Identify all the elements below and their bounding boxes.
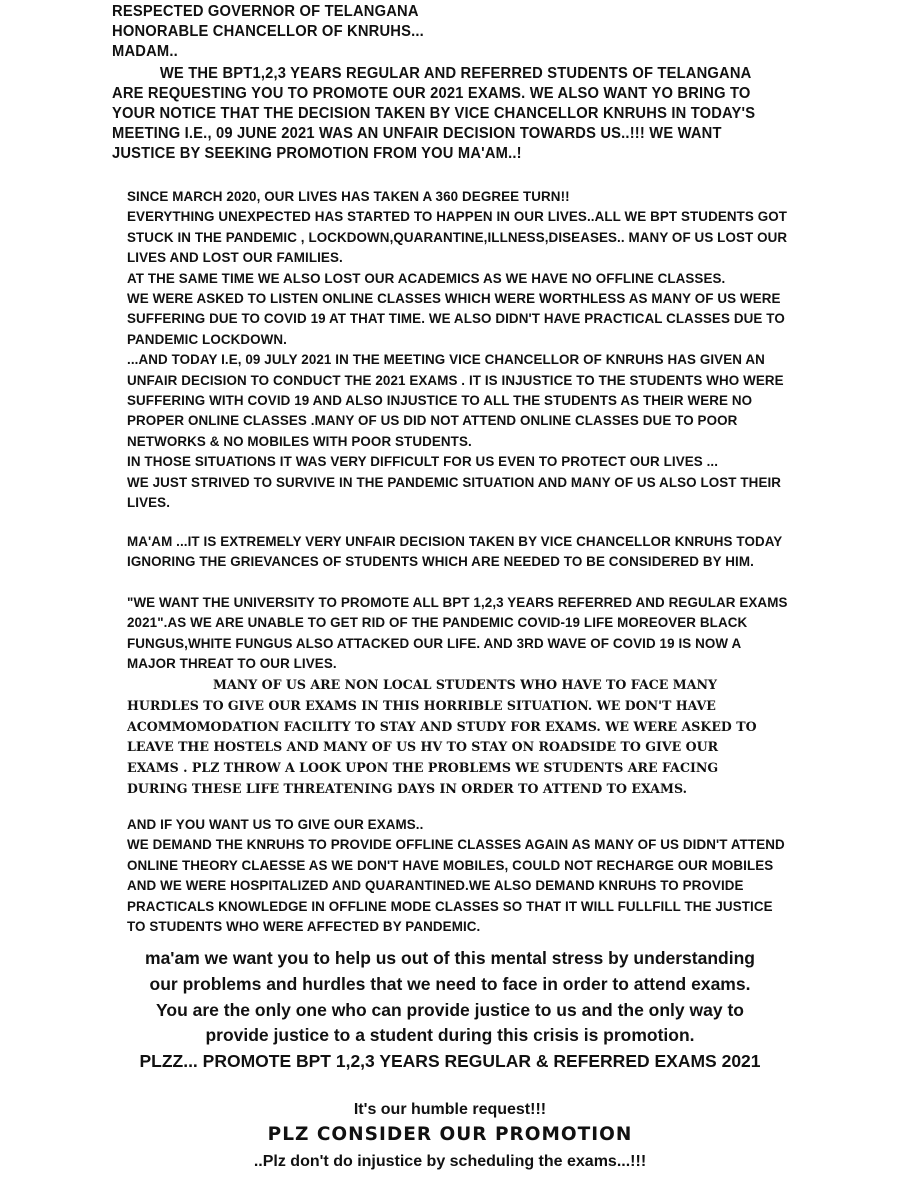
closing-line-5: PLZZ... PROMOTE BPT 1,2,3 YEARS REGULAR & REFERRED EXAMS 2021 <box>139 1051 761 1072</box>
paragraph-offline-classes: WE DEMAND THE KNRUHS TO PROVIDE OFFLINE CLASSES AGAIN AS MANY OF US DIDN'T ATTEND ONLINE THEORY CLAESSE AS WE DON'T HAVE MOBILES, COULD NOT RECHARGE OUR MOBILES AND WE WERE HOSPITALIZED AND QUARANTINED.WE ALSO DEMAND KNRUHS TO PROVIDE PRACTICALS KNOWLEDGE IN OFFLINE MODE CLASSES SO THAT IT WILL FULLFILL THE JUSTICE TO STUDENTS WHO WERE AFFECTED BY PANDEMIC. <box>127 837 785 935</box>
paragraph-hurdles: MANY OF US ARE NON LOCAL STUDENTS WHO HAVE TO FACE MANY HURDLES TO GIVE OUR EXAMS IN THIS HORRIBLE SITUATION. WE DON'T HAVE ACOMMOMODATION FACILITY TO STAY AND STUDY FOR EXAMS. WE WERE ASKED TO LEAVE THE HOSTELS AND MANY OF US HV TO STAY ON ROADSIDE TO GIVE OUR EXAMS . PLZ THROW A LOOK UPON THE PROBLEMS WE STUDENTS ARE FACING DURING THESE LIFE THREATENING DAYS IN ORDER TO ATTEND TO EXAMS. <box>127 677 757 796</box>
paragraph-360-turn: SINCE MARCH 2020, OUR LIVES HAS TAKEN A 360 DEGREE TURN!! <box>127 189 570 204</box>
intro-text: WE THE BPT1,2,3 YEARS REGULAR AND REFERRED STUDENTS OF TELANGANA ARE REQUESTING YOU TO PROMOTE OUR 2021 EXAMS. WE ALSO WANT YO BRING TO YOUR NOTICE THAT THE DECISION TAKEN BY VICE CHANCELLOR KNRUHS IN TODAY'S MEETING I.E., 09 JUNE 2021 WAS AN UNFAIR DECISION TOWARDS US..!!! WE WANT JUSTICE BY SEEKING PROMOTION FROM YOU MA'AM..! <box>112 65 756 162</box>
humble-request: It's our humble request!!! <box>353 1101 547 1118</box>
closing-line-1: ma'am we want you to help us out of this mental stress by understanding <box>145 948 755 968</box>
letter-header <box>112 2 756 164</box>
paragraph-promotion-demand: "WE WANT THE UNIVERSITY TO PROMOTE ALL BPT 1,2,3 YEARS REFERRED AND REGULAR EXAMS 2021".AS WE ARE UNABLE TO GET RID OF THE PANDEMIC COVID-19 LIFE MOREOVER BLACK FUNGUS,WHITE FUNGUS ALSO ATTACKED OUR LIFE. AND 3RD WAVE OF COVID 19 IS NOW A MAJOR THREAT TO OUR LIVES. <box>127 595 788 672</box>
salutation: MADAM.. <box>112 43 178 60</box>
paragraph-grievance: MA'AM ...IT IS EXTREMELY VERY UNFAIR DECISION TAKEN BY VICE CHANCELLOR KNRUHS TODAY IGNORING THE GRIEVANCES OF STUDENTS WHICH ARE NEEDED TO BE CONSIDERED BY HIM. <box>127 534 783 570</box>
paragraph-survive: WE JUST STRIVED TO SURVIVE IN THE PANDEMIC SITUATION AND MANY OF US ALSO LOST THEIR LIVES. <box>127 474 782 511</box>
closing-appeal <box>0 946 900 1075</box>
section-offline-demand <box>127 815 792 937</box>
section-pandemic-impact <box>127 187 792 514</box>
intro-paragraph <box>112 64 765 164</box>
paragraph-unexpected: EVERYTHING UNEXPECTED HAS STARTED TO HAPPEN IN OUR LIVES..ALL WE BPT STUDENTS GOT STUCK IN THE PANDEMIC , LOCKDOWN,QUARANTINE,ILLNESS,DISEASES.. MANY OF US LOST OUR LIVES AND LOST OUR FAMILIES. <box>127 209 788 266</box>
paragraph-protect-lives: IN THOSE SITUATIONS IT WAS VERY DIFFICULT FOR US EVEN TO PROTECT OUR LIVES ... <box>127 454 719 470</box>
section-demand-promotion <box>127 593 792 675</box>
addressee-governor: RESPECTED GOVERNOR OF TELANGANA <box>112 3 419 20</box>
closing-line-4: provide justice to a student during this crisis is promotion. <box>205 1025 695 1046</box>
promotion-banner: PLZ CONSIDER OUR PROMOTION <box>267 1124 633 1145</box>
injustice-plea: ..Plz don't do injustice by scheduling the exams...!!! <box>253 1153 647 1170</box>
section-grievance <box>127 532 792 573</box>
addressee-chancellor: HONORABLE CHANCELLOR OF KNRUHS... <box>112 23 424 40</box>
paragraph-lost-academics: AT THE SAME TIME WE ALSO LOST OUR ACADEMICS AS WE HAVE NO OFFLINE CLASSES. <box>127 270 726 286</box>
paragraph-if-exams: AND IF YOU WANT US TO GIVE OUR EXAMS.. <box>127 817 424 832</box>
paragraph-online-classes: WE WERE ASKED TO LISTEN ONLINE CLASSES WHICH WERE WORTHLESS AS MANY OF US WERE SUFFERING DUE TO COVID 19 AT THAT TIME. WE ALSO DIDN'T HAVE PRACTICAL CLASSES DUE TO PANDEMIC LOCKDOWN. <box>127 291 785 347</box>
section-hurdles <box>127 675 767 800</box>
closing-line-2: our problems and hurdles that we need to face in order to attend exams. <box>149 973 751 994</box>
paragraph-unfair-decision: ...AND TODAY I.E, 09 JULY 2021 IN THE MEETING VICE CHANCELLOR OF KNRUHS HAS GIVEN AN UNFAIR DECISION TO CONDUCT THE 2021 EXAMS . IT IS INJUSTICE TO THE STUDENTS WHO WERE SUFFERING WITH COVID 19 AND ALSO INJUSTICE TO ALL THE STUDENTS AS THEIR WERE NO PROPER ONLINE CLASSES .MANY OF US DID NOT ATTEND ONLINE CLASSES DUE TO POOR NETWORKS & NO MOBILES WITH POOR STUDENTS. <box>127 352 784 449</box>
closing-line-3: You are the only one who can provide justice to us and the only way to <box>156 999 744 1020</box>
